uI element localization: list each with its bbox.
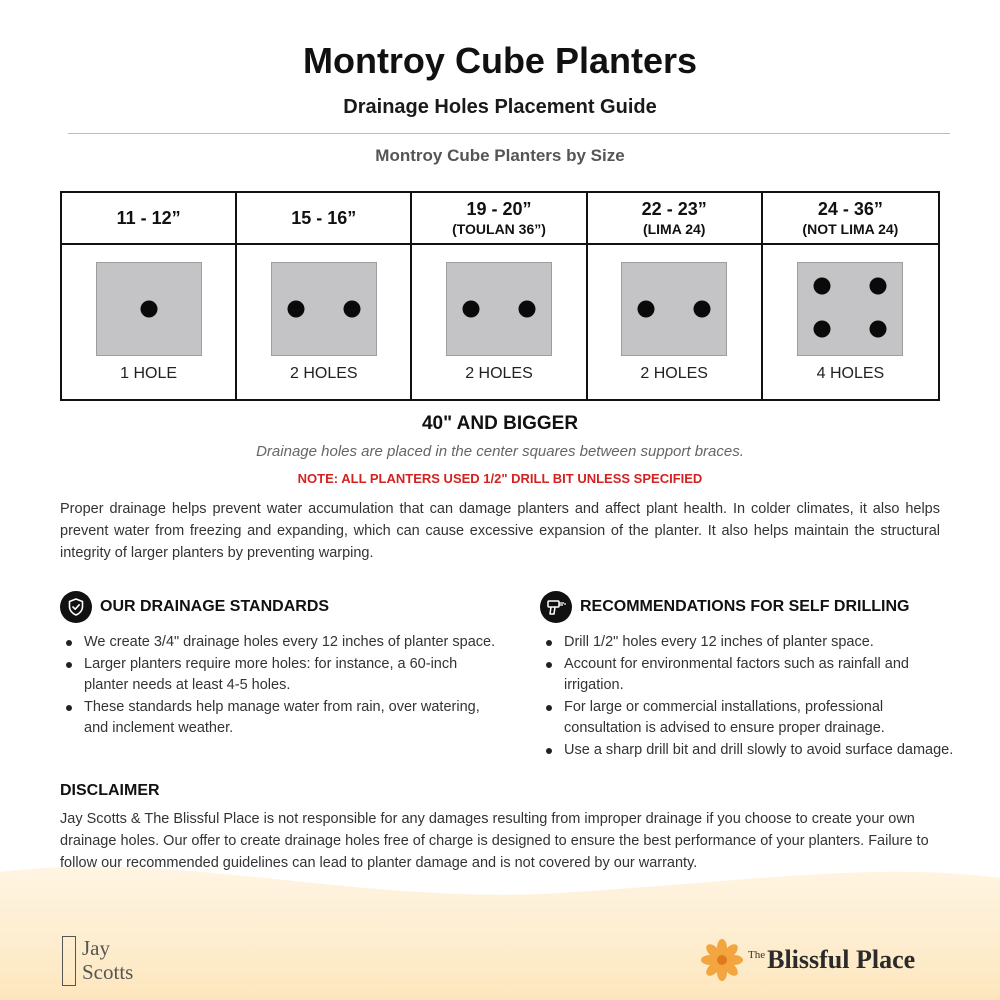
hole-count-label: 4 HOLES bbox=[816, 365, 885, 382]
hole-diagram-cell bbox=[62, 245, 237, 399]
flower-icon bbox=[700, 938, 744, 982]
size-header-cell bbox=[237, 193, 412, 245]
planter-bottom bbox=[797, 262, 903, 356]
drainage-hole bbox=[287, 301, 304, 318]
shield-check-icon bbox=[60, 591, 92, 623]
list-item: Use a sharp drill bit and drill slowly to avoid surface damage. bbox=[540, 740, 960, 762]
recommendations-title: RECOMMENDATIONS FOR SELF DRILLING bbox=[580, 598, 910, 615]
size-heading: Montroy Cube Planters by Size bbox=[375, 146, 625, 165]
blissful-place-logo bbox=[700, 930, 915, 990]
drainage-hole bbox=[694, 301, 711, 318]
size-note: (TOULAN 36”) bbox=[452, 221, 546, 237]
drainage-hole bbox=[814, 278, 831, 295]
intro-paragraph: Proper drainage helps prevent water accumulation that can damage planters and affect plant health. In colder climates, it also helps prevent water from freezing and expanding, which can cause excessive expansion of the planter. It also helps maintain the structural integrity of larger planters by preventing warping. bbox=[60, 501, 940, 561]
list-item: Account for environmental factors such as rainfall and irrigation. bbox=[540, 654, 960, 697]
size-header-cell bbox=[62, 193, 237, 245]
size-range: 22 - 23” bbox=[641, 199, 707, 219]
list-item: For large or commercial installations, professional consultation is advised to ensure proper drainage. bbox=[540, 697, 960, 740]
disclaimer-title: DISCLAIMER bbox=[60, 782, 160, 799]
drainage-hole bbox=[140, 301, 157, 318]
size-header-cell bbox=[588, 193, 763, 245]
page-subtitle: Drainage Holes Placement Guide bbox=[343, 96, 657, 118]
planter-bottom bbox=[271, 262, 377, 356]
logo-text-line1: Jay bbox=[82, 936, 110, 960]
hole-count-label: 2 HOLES bbox=[465, 365, 533, 382]
drill-icon bbox=[540, 591, 572, 623]
planter-bottom bbox=[96, 262, 202, 356]
drainage-hole bbox=[814, 321, 831, 338]
drainage-hole bbox=[870, 321, 887, 338]
size-header-cell bbox=[763, 193, 938, 245]
drill-bit-note: NOTE: ALL PLANTERS USED 1/2" DRILL BIT UNLESS SPECIFIED bbox=[297, 471, 703, 486]
disclaimer-text: Jay Scotts & The Blissful Place is not responsible for any damages resulting from improper drainage if you choose to create your own drainage holes. Our offer to create drainage holes free of charge is designed to ensure the best performance of your planters. Failure to follow our recommended guidelines can lead to planter damage and is not covered by our warranty. bbox=[60, 811, 929, 871]
size-range: 19 - 20” bbox=[466, 199, 532, 219]
size-range: 15 - 16” bbox=[291, 208, 357, 228]
drainage-hole bbox=[638, 301, 655, 318]
size-header-cell bbox=[412, 193, 587, 245]
size-grid bbox=[60, 191, 940, 401]
recommendations-list bbox=[540, 632, 960, 761]
hole-diagram-cell bbox=[412, 245, 587, 399]
hole-count-label: 2 HOLES bbox=[640, 365, 708, 382]
size-range: 11 - 12” bbox=[116, 208, 181, 228]
center-squares-note: Drainage holes are placed in the center squares between support braces. bbox=[256, 443, 744, 460]
size-range: 24 - 36” bbox=[817, 199, 883, 219]
logo-mark bbox=[62, 936, 76, 986]
list-item: We create 3/4" drainage holes every 12 inches of planter space. bbox=[60, 632, 500, 654]
divider bbox=[68, 133, 950, 134]
standards-list bbox=[60, 632, 500, 740]
hole-count-label: 1 HOLE bbox=[120, 365, 178, 382]
size-note: (NOT LIMA 24) bbox=[802, 221, 899, 237]
hole-diagram-cell bbox=[763, 245, 938, 399]
drainage-hole bbox=[343, 301, 360, 318]
logo-the: The bbox=[748, 949, 766, 961]
page-title: Montroy Cube Planters bbox=[302, 40, 698, 81]
size-note: (LIMA 24) bbox=[642, 221, 706, 237]
self-drilling-section bbox=[540, 590, 960, 761]
list-item: These standards help manage water from rain, over watering, and inclement weather. bbox=[60, 697, 500, 740]
list-item: Larger planters require more holes: for instance, a 60-inch planter needs at least 4-5 holes. bbox=[60, 654, 500, 697]
drainage-hole bbox=[519, 301, 536, 318]
drainage-hole bbox=[870, 278, 887, 295]
logo-text-line2: Scotts bbox=[82, 960, 134, 984]
list-item: Drill 1/2" holes every 12 inches of planter space. bbox=[540, 632, 960, 654]
bigger-heading: 40" AND BIGGER bbox=[421, 413, 579, 434]
logo-brand: Blissful Place bbox=[767, 945, 916, 974]
hole-diagram-cell bbox=[237, 245, 412, 399]
drainage-standards-section bbox=[60, 590, 500, 740]
jay-scotts-logo bbox=[62, 936, 133, 988]
planter-bottom bbox=[621, 262, 727, 356]
standards-title: OUR DRAINAGE STANDARDS bbox=[100, 598, 330, 615]
drainage-hole bbox=[462, 301, 479, 318]
planter-bottom bbox=[446, 262, 552, 356]
hole-diagram-cell bbox=[588, 245, 763, 399]
hole-count-label: 2 HOLES bbox=[289, 365, 358, 382]
